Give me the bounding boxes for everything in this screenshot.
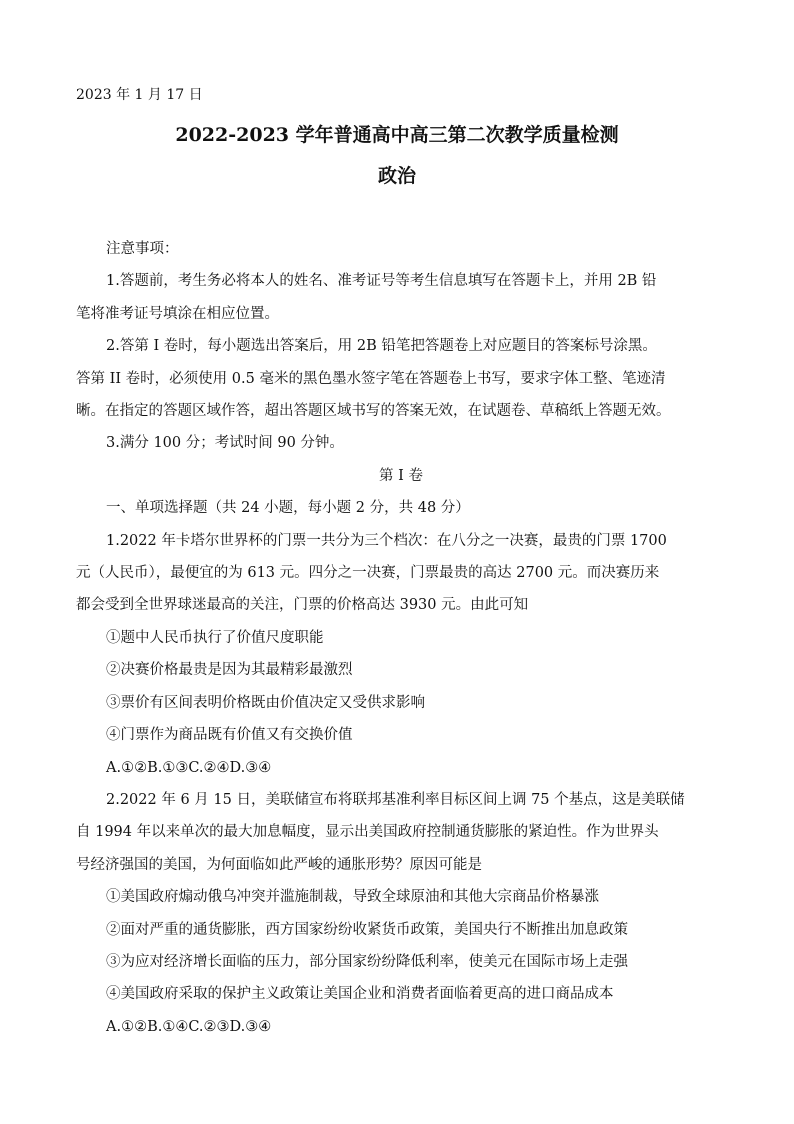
notice-item-2-line-1: 2.答第 I 卷时，每小题选出答案后，用 2B 铅笔把答题卷上对应题目的答案标号涂黑。 <box>106 338 657 355</box>
question-1-line-1: 1.2022 年卡塔尔世界杯的门票一共分为三个档次：在八分之一决赛，最贵的门票 1700 <box>106 532 667 549</box>
question-1-choices: A.①②B.①③C.②④D.③④ <box>106 759 272 776</box>
question-1-option-3: ③票价有区间表明价格既由价值决定又受供求影响 <box>106 694 425 711</box>
question-1-option-1: ①题中人民币执行了价值尺度职能 <box>106 629 324 646</box>
question-2-option-3: ③为应对经济增长面临的压力，部分国家纷纷降低利率，使美元在国际市场上走强 <box>106 953 628 970</box>
question-2-line-3: 号经济强国的美国，为何面临如此严峻的通胀形势？原因可能是 <box>76 856 482 873</box>
volume-heading: 第 I 卷 <box>379 467 423 484</box>
exam-content <box>76 233 726 1043</box>
question-2-option-1: ①美国政府煽动俄乌冲突并滥施制裁，导致全球原油和其他大宗商品价格暴涨 <box>106 889 599 906</box>
exam-subject: 政治 <box>377 165 416 187</box>
question-1-line-3: 都会受到全世界球迷最高的关注，门票的价格高达 3930 元。由此可知 <box>76 597 529 614</box>
question-2-option-4: ④美国政府采取的保护主义政策让美国企业和消费者面临着更高的进口商品成本 <box>106 986 614 1003</box>
notice-item-1-line-1: 1.答题前，考生务必将本人的姓名、准考证号等考生信息填写在答题卡上，并用 2B 铅 <box>106 273 657 290</box>
question-2-choices: A.①②B.①④C.②③D.③④ <box>106 1018 272 1035</box>
notice-item-1-line-2: 笔将准考证号填涂在相应位置。 <box>76 305 279 322</box>
question-1-option-4: ④门票作为商品既有价值又有交换价值 <box>106 727 353 744</box>
part-heading: 一、单项选择题（共 24 小题，每小题 2 分，共 48 分） <box>106 500 470 517</box>
question-1-option-2: ②决赛价格最贵是因为其最精彩最激烈 <box>106 662 353 679</box>
notice-item-3: 3.满分 100 分；考试时间 90 分钟。 <box>106 435 344 452</box>
question-2-line-2: 自 1994 年以来单次的最大加息幅度，显示出美国政府控制通货膨胀的紧迫性。作为世界头 <box>76 824 659 841</box>
exam-title: 2022-2023 学年普通高中高三第二次教学质量检测 <box>175 124 619 146</box>
notice-item-2-line-2: 答第 II 卷时，必须使用 0.5 毫米的黑色墨水签字笔在答题卷上书写，要求字体工整、笔迹清 <box>76 370 666 387</box>
question-2-option-2: ②面对严重的通货膨胀，西方国家纷纷收紧货币政策，美国央行不断推出加息政策 <box>106 921 628 938</box>
question-1-line-2: 元（人民币），最便宜的为 613 元。四分之一决赛，门票最贵的高达 2700 元。而决赛历来 <box>76 565 660 582</box>
notice-heading: 注意事项： <box>106 241 179 257</box>
question-2-line-1: 2.2022 年 6 月 15 日，美联储宣布将联邦基准利率目标区间上调 75 个基点，这是美联储 <box>106 791 685 808</box>
exam-date: 2023 年 1 月 17 日 <box>76 87 203 103</box>
notice-item-2-line-3: 晰。在指定的答题区域作答，超出答题区域书写的答案无效，在试题卷、草稿纸上答题无效。 <box>76 403 671 420</box>
